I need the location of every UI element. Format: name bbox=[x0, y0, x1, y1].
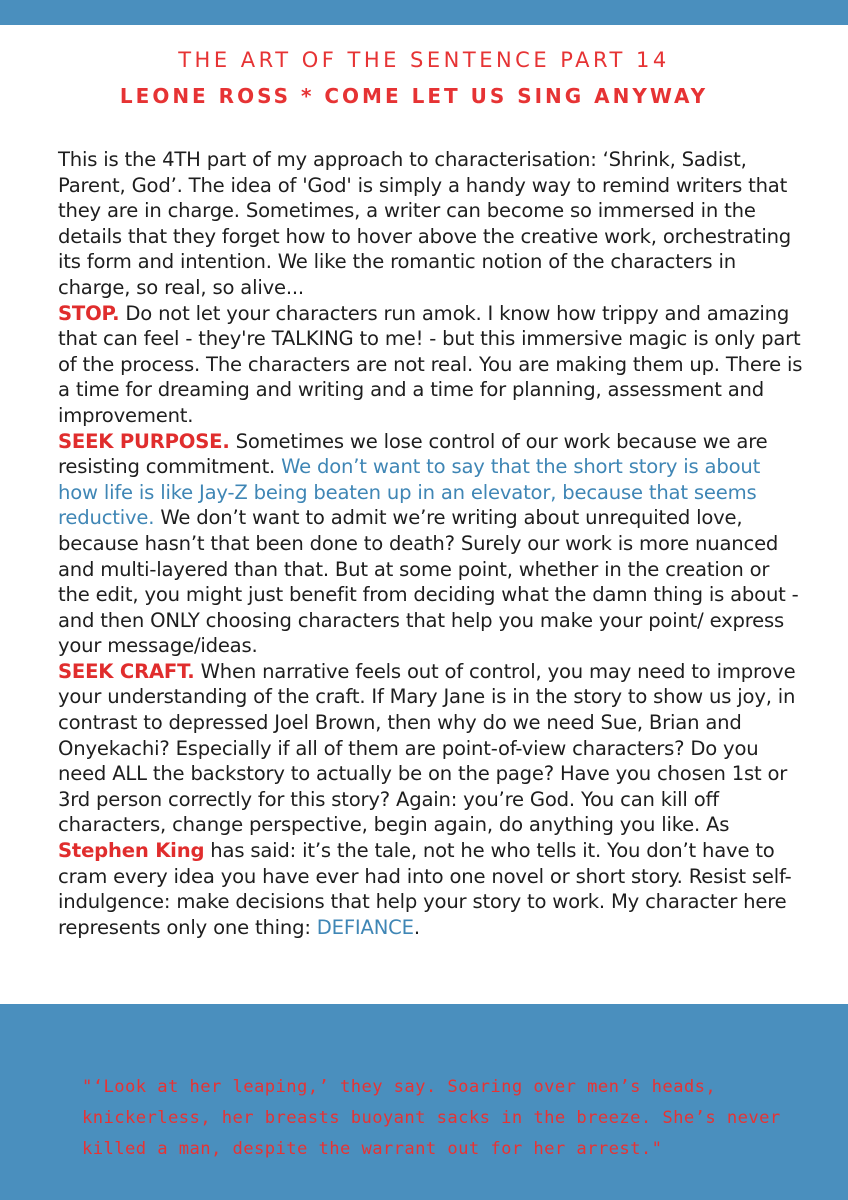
stop-text: Do not let your characters run amok. I know how trippy and amazing that can feel - they're TALKING to me! - but this immersive magic is only part of the process. The characters are not real. You are making them up. There is a time for dreaming and writing and a time for planning, assessment and improvement. bbox=[58, 301, 803, 427]
page-subtitle: LEONE ROSS * COME LET US SING ANYWAY bbox=[119, 84, 709, 108]
seek-purpose-text-continued: We don’t want to admit we’re writing about unrequited love, because hasn’t that been done to death? Surely our work is more nuanced and multi-layered than that. But at some point, whether in the creation or the edit, you might just benefit from deciding what the damn thing is about - and then ONLY choosing characters that help you make your point/ express your message/ideas. bbox=[58, 506, 799, 658]
stephen-king-highlight: Stephen King bbox=[58, 839, 205, 863]
seek-craft-text: When narrative feels out of control, you may need to improve your understanding of the craft. If Mary Jane is in the story to show us joy, in contrast to depressed Joel Brown, then why do we need Sue, Brian and Onyekachi? Especially if all of them are point-of-view characters? Do you need ALL the backstory to actually be on the page? Have you chosen 1st or 3rd person correctly for this story? Again: you’re God. You can kill off characters, change perspective, begin again, do anything you like. As bbox=[58, 659, 796, 837]
article-body bbox=[58, 147, 803, 940]
pull-quote: "‘Look at her leaping,’ they say. Soaring over men’s heads, knickerless, her breasts buoyant sacks in the breeze. She’s never killed a man, despite the warrant out for her arrest." bbox=[82, 1077, 781, 1159]
seek-purpose-text: Sometimes we lose control of our work because we are resisting commitment. bbox=[58, 429, 768, 479]
top-color-band bbox=[0, 0, 848, 25]
seek-craft-end: . bbox=[413, 915, 420, 939]
seek-craft-paragraph bbox=[58, 659, 803, 941]
stop-paragraph bbox=[58, 301, 803, 429]
seek-purpose-heading: SEEK PURPOSE. bbox=[58, 429, 230, 453]
seek-purpose-highlight: We don’t want to say that the short story is about how life is like Jay-Z being beaten up in an elevator, because that seems reductive. bbox=[58, 455, 761, 530]
seek-craft-text-continued: has said: it’s the tale, not he who tells it. You don’t have to cram every idea you have ever had into one novel or short story. Resist self-indulgence: make decisions that help your story to work. My character here represents only one thing: bbox=[58, 839, 792, 939]
page-title-block bbox=[0, 42, 848, 114]
seek-purpose-paragraph bbox=[58, 429, 803, 659]
defiance-highlight: DEFIANCE bbox=[316, 915, 414, 939]
stop-heading: STOP. bbox=[58, 301, 120, 325]
page-title: THE ART OF THE SENTENCE PART 14 bbox=[178, 48, 670, 72]
intro-paragraph: This is the 4TH part of my approach to characterisation: ‘Shrink, Sadist, Parent, God’. The idea of 'God' is simply a handy way to remind writers that they are in charge. Sometimes, a writer can become so immersed in the details that they forget how to hover above the creative work, orchestrating its form and intention. We like the romantic notion of the characters in charge, so real, so alive... bbox=[58, 148, 792, 299]
seek-craft-heading: SEEK CRAFT. bbox=[58, 659, 195, 683]
